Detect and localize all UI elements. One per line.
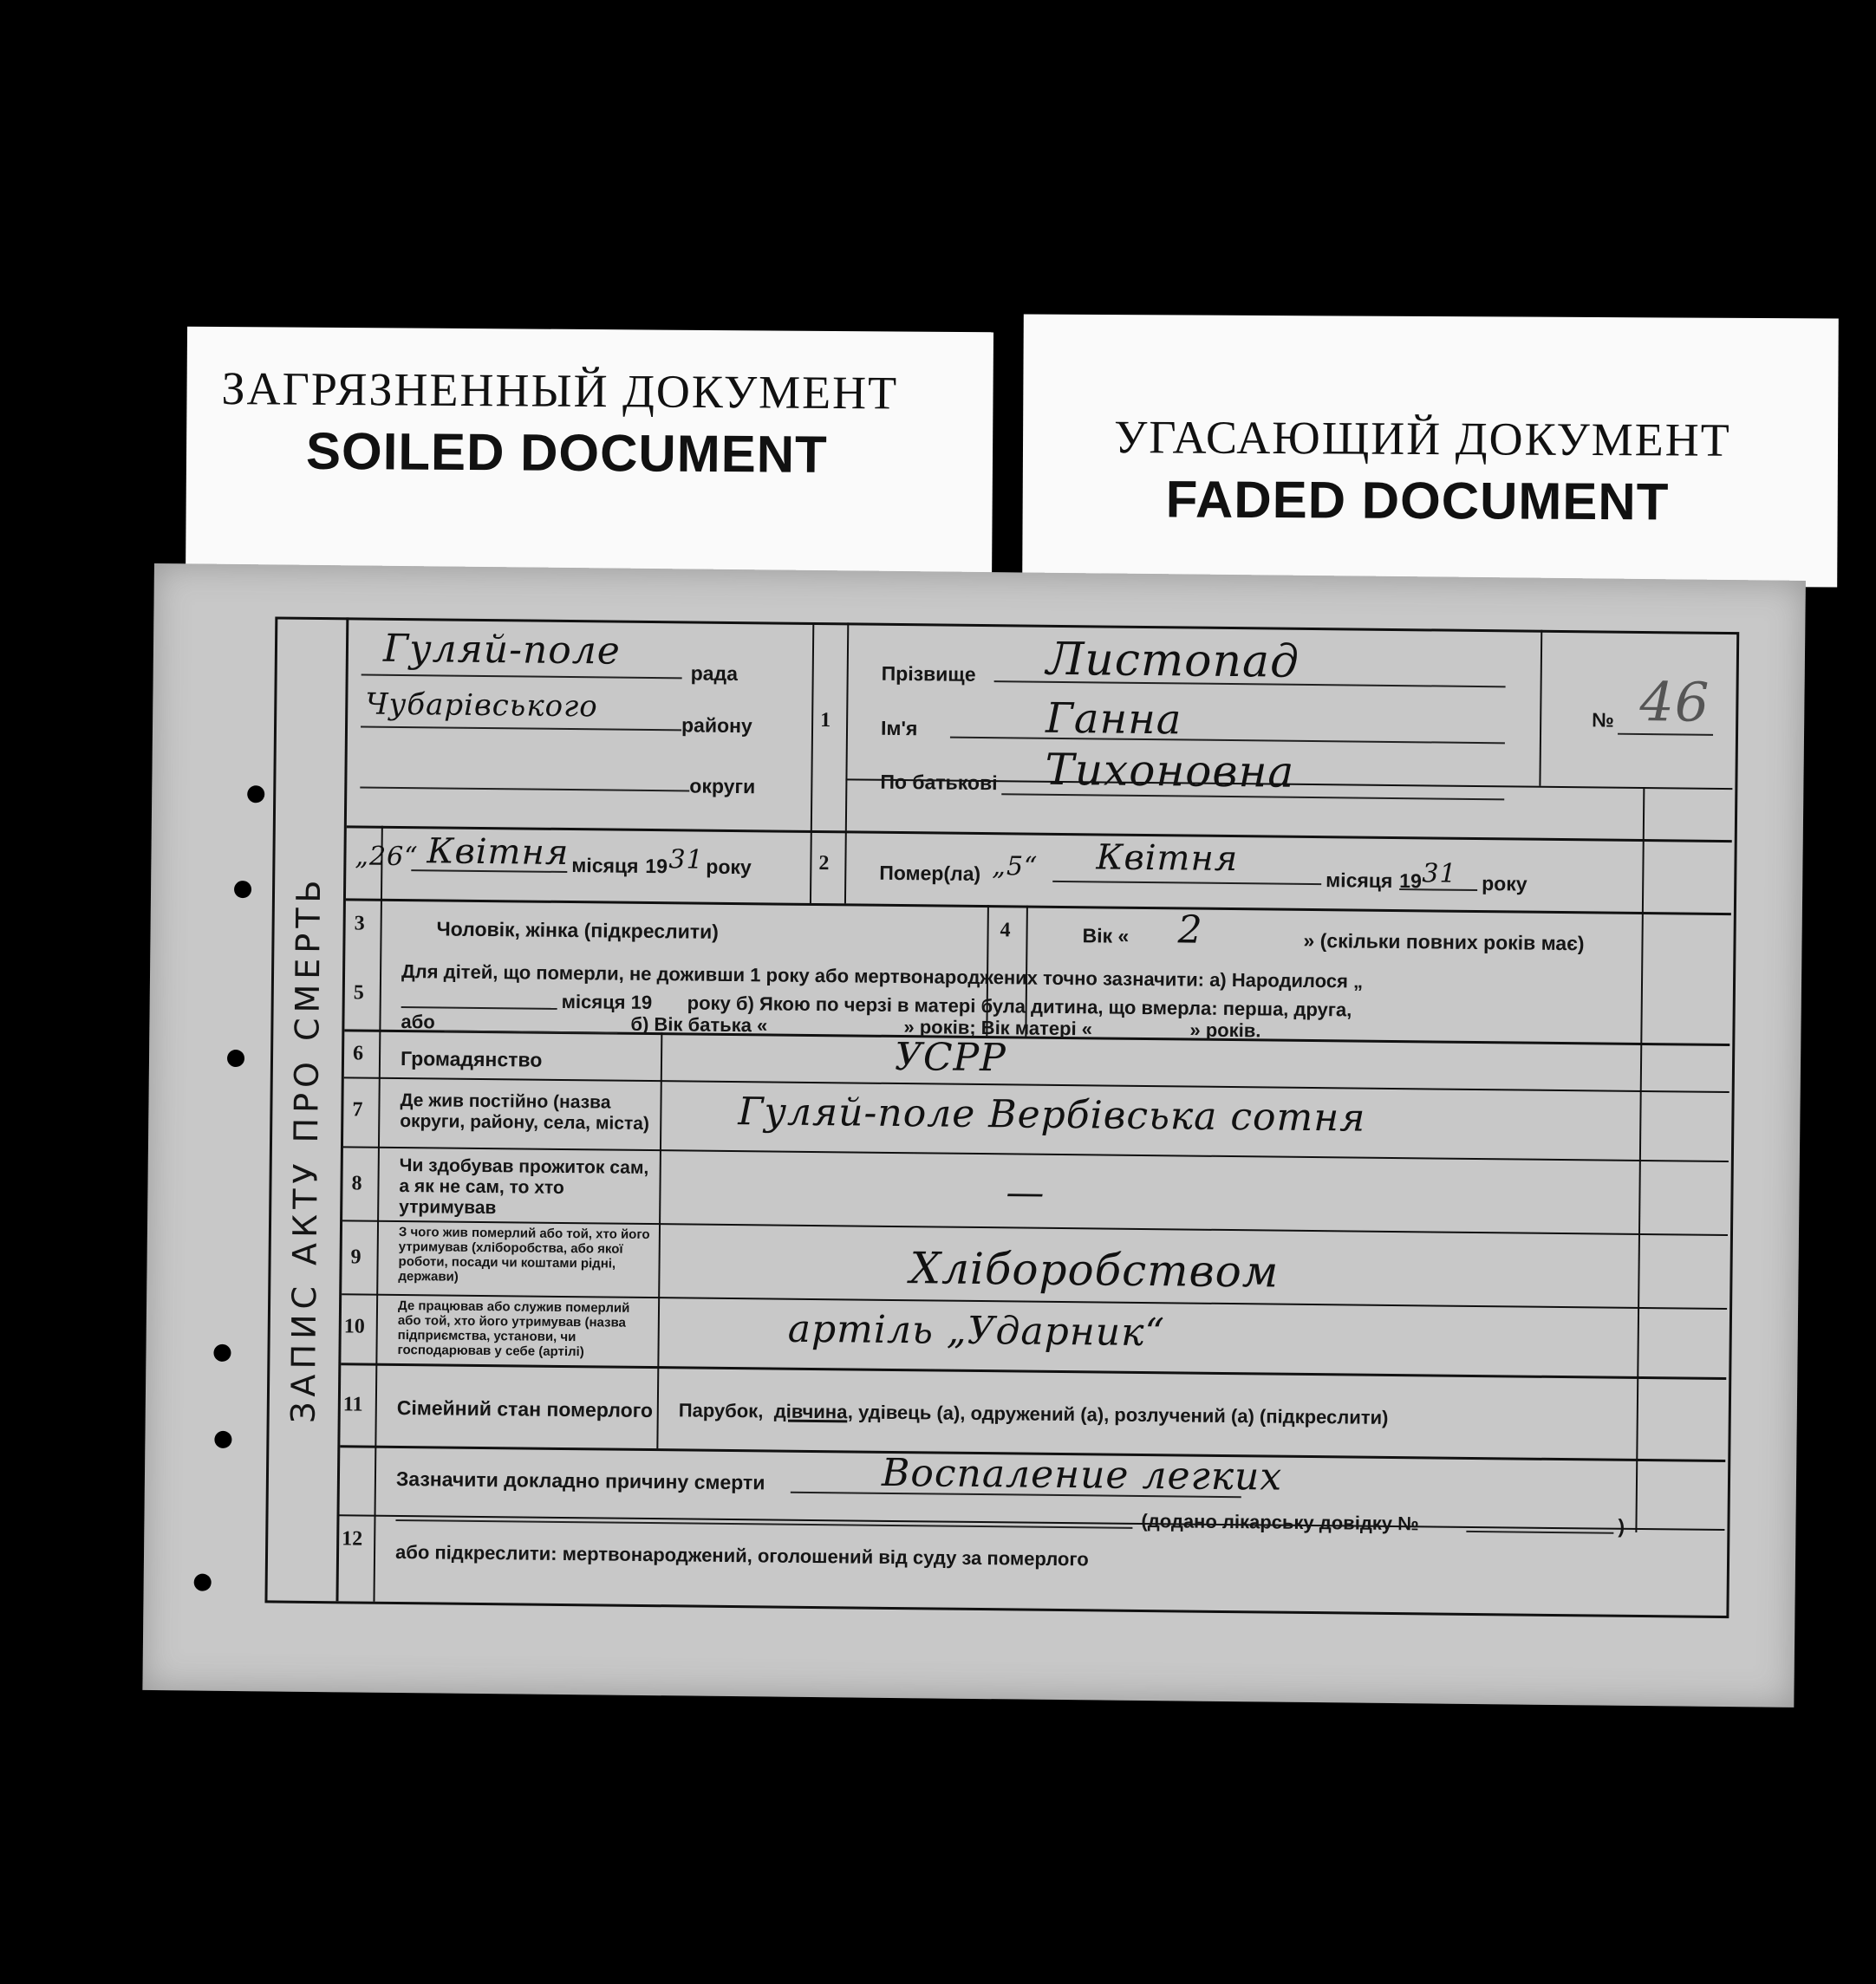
side-title: ЗАПИС АКТУ ПРО СМЕРТЬ (283, 875, 329, 1424)
rayonu-label: району (681, 713, 752, 738)
row-number: 6 (352, 1042, 364, 1065)
certificate-close: ) (1618, 1514, 1625, 1538)
death-month-label: місяця (1326, 868, 1393, 892)
row-number: 10 (343, 1315, 365, 1338)
died-label: Помер(ла) (879, 861, 981, 886)
death-year: 31 (1422, 858, 1457, 889)
patronymic-label: По батькові (880, 770, 998, 795)
reg-year-label: року (706, 855, 752, 879)
marital-option-selected: дівчина (773, 1400, 848, 1423)
sex-label: Чоловік, жінка (підкреслити) (436, 917, 720, 943)
reg-month: Квітня (427, 831, 570, 874)
rayonu-value: Чубарівського (365, 686, 598, 725)
income-source-label: З чого жив померлий або той, хто його утримував (хліборобства, або якої роботи, посади чи коштами рідні, держави) (398, 1224, 650, 1285)
rada-label: рада (690, 661, 739, 686)
reg-month-label: місяця (571, 854, 639, 877)
punch-hole (213, 1344, 231, 1362)
punch-hole (234, 881, 251, 898)
death-day: „5“ (992, 851, 1039, 882)
row-number: 3 (354, 912, 365, 935)
reg-year-prefix: 19 (645, 854, 668, 878)
reg-year: 31 (668, 844, 704, 875)
death-year-label: року (1482, 872, 1528, 895)
residence-value: Гуляй-поле Вербівська сотня (738, 1090, 1366, 1141)
okrugy-label: округи (689, 774, 756, 798)
faded-label-en: FADED DOCUMENT (1165, 470, 1670, 531)
children-line-3d: » років. (1189, 1018, 1261, 1042)
children-line-3b: б) Вік батька « (630, 1012, 768, 1037)
soiled-label-en: SOILED DOCUMENT (305, 421, 828, 484)
punch-hole (194, 1574, 212, 1591)
age-suffix: » (скільки повних років має) (1303, 928, 1585, 955)
children-line-3a: або (401, 1011, 435, 1033)
punch-hole (247, 785, 264, 803)
faded-label-ru: УГАСАЮЩИЙ ДОКУМЕНТ (1113, 411, 1731, 466)
record-number-label: № (1592, 708, 1614, 732)
row-number: 9 (350, 1246, 362, 1269)
age-value: 2 (1177, 907, 1203, 953)
citizenship-label: Громадянство (400, 1047, 543, 1071)
livelihood-value: — (1006, 1170, 1045, 1215)
stillborn-note: або підкреслити: мертвонароджений, оголошений від суду за померлого (394, 1540, 1089, 1571)
children-line-2b: року б) Якою по черзі в матері була дитина, що вмерла: перша, друга, (687, 992, 1352, 1021)
row-number: 4 (1000, 919, 1011, 942)
livelihood-label: Чи здобував прожиток сам, а як не сам, то хто утримував (399, 1155, 649, 1219)
punch-hole (214, 1431, 231, 1448)
faded-document-label (1022, 315, 1839, 588)
row-number: 12 (342, 1527, 363, 1551)
soiled-document-label (186, 327, 993, 592)
workplace-value: артіль „Ударник“ (787, 1306, 1166, 1356)
surname-label: Прізвище (881, 661, 976, 686)
residence-label: Де жив постійно (назва округи, району, села, міста) (400, 1090, 650, 1135)
workplace-label: Де працював або служив померлий або той, хто його утримував (назва підприємства, установи, чи господарював у себе (артілі) (397, 1298, 630, 1360)
row-number: 2 (818, 852, 830, 875)
soiled-label-ru: ЗАГРЯЗНЕННЫЙ ДОКУМЕНТ (221, 362, 899, 420)
citizenship-value: УСРР (894, 1034, 1007, 1081)
death-month: Квітня (1096, 837, 1239, 880)
name-value: Ганна (1045, 693, 1182, 745)
marital-label: Сімейний стан померлого (396, 1395, 654, 1422)
reg-day: „26“ (355, 841, 419, 873)
row-number: 7 (352, 1098, 363, 1122)
marital-option-1: Парубок, (678, 1399, 764, 1422)
cause-value: Воспаление легких (881, 1450, 1283, 1499)
marital-options-rest: , удівець (а), одружений (а), розлучений (а) (підкреслити) (847, 1401, 1389, 1428)
income-source-value: Хліборобством (909, 1243, 1280, 1298)
rada-value: Гуляй-поле (382, 626, 622, 673)
name-label: Ім'я (880, 716, 918, 740)
certificate-label: (додано лікарську довідку № (1141, 1509, 1419, 1535)
record-number-value: 46 (1639, 669, 1710, 734)
children-line-3c: » років; Вік матері « (903, 1016, 1093, 1040)
death-year-prefix: 19 (1399, 869, 1422, 893)
death-record-form (142, 563, 1806, 1708)
children-line-2: місяця 19 (561, 990, 653, 1014)
surname-value: Листопад (1045, 633, 1300, 688)
row-number: 1 (820, 709, 831, 732)
cause-label: Зазначити докладно причину смерти (395, 1467, 765, 1494)
row-number: 8 (351, 1172, 362, 1195)
children-line-1: Для дітей, що померли, не доживши 1 року або мертвонароджених точно зазначити: а) Народилося „ (401, 960, 1364, 992)
punch-hole (227, 1050, 244, 1067)
age-label: Вік « (1082, 924, 1130, 947)
row-number: 11 (342, 1393, 363, 1416)
patronymic-value: Тихоновна (1045, 744, 1295, 797)
row-number: 5 (353, 981, 364, 1005)
